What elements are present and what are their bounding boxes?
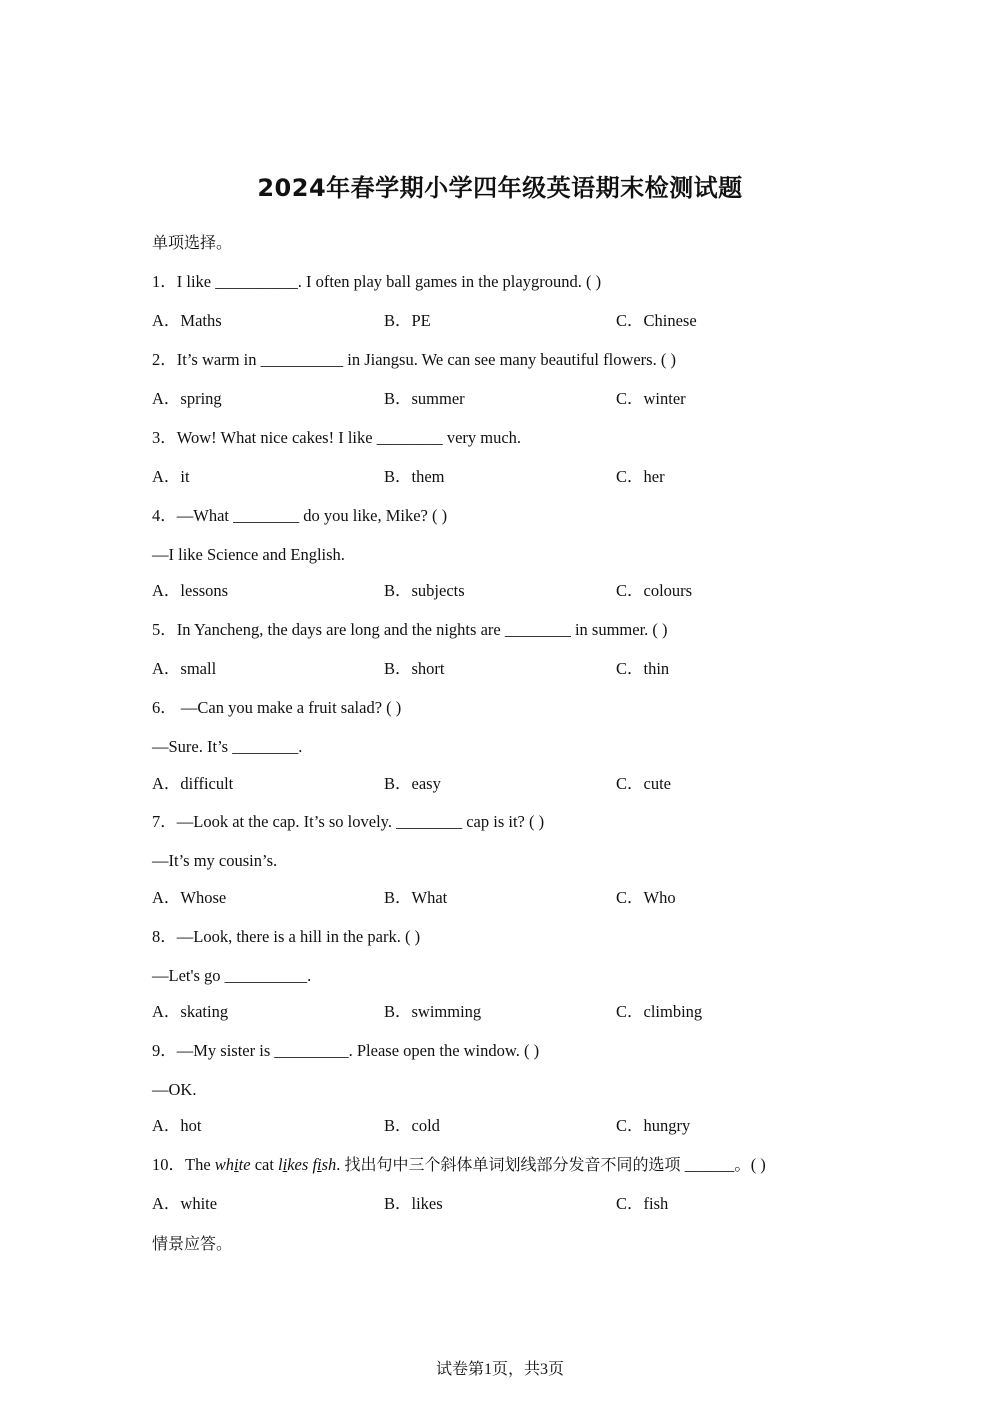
section-heading-single-choice: 单项选择。 — [152, 233, 233, 252]
question-8-reply: —Let's go __________. — [152, 966, 312, 985]
question-10-option-a: A．white — [152, 1194, 218, 1213]
question-6-option-c: C．cute — [616, 774, 671, 793]
question-4: 4．—What ________ do you like, Mike? ( ) — [152, 506, 448, 525]
question-7-option-c: C．Who — [616, 888, 676, 907]
question-4-reply: —I like Science and English. — [152, 545, 345, 564]
question-6: 6． —Can you make a fruit salad? ( ) — [152, 698, 402, 717]
question-9-reply: —OK. — [152, 1080, 197, 1099]
question-4-option-a: A．lessons — [152, 581, 229, 600]
question-4-option-b: B．subjects — [384, 581, 465, 600]
question-10: 10．The white cat likes fish. 找出句中三个斜体单词划线部分发音不同的选项 ______。( ) — [152, 1155, 766, 1174]
italic-word-fish: fish — [312, 1155, 337, 1174]
question-6-option-a: A．difficult — [152, 774, 234, 793]
question-10-option-c: C．fish — [616, 1194, 669, 1213]
question-8-option-a: A．skating — [152, 1002, 229, 1021]
question-1-option-c: C．Chinese — [616, 311, 697, 330]
question-5: 5．In Yancheng, the days are long and the nights are ________ in summer. ( ) — [152, 620, 668, 639]
question-4-option-c: C．colours — [616, 581, 693, 600]
question-2-option-b: B．summer — [384, 389, 465, 408]
question-9-option-b: B．cold — [384, 1116, 440, 1135]
question-5-option-c: C．thin — [616, 659, 670, 678]
question-6-reply: —Sure. It’s ________. — [152, 737, 303, 756]
question-3: 3．Wow! What nice cakes! I like ________ very much. — [152, 428, 522, 447]
question-6-option-b: B．easy — [384, 774, 441, 793]
question-1-option-a: A．Maths — [152, 311, 222, 330]
question-2: 2．It’s warm in __________ in Jiangsu. We can see many beautiful flowers. ( ) — [152, 350, 676, 369]
question-8-option-c: C．climbing — [616, 1002, 703, 1021]
question-1: 1．I like __________. I often play ball games in the playground. ( ) — [152, 272, 602, 291]
question-7: 7．—Look at the cap. It’s so lovely. ________ cap is it? ( ) — [152, 812, 545, 831]
question-9: 9．—My sister is _________. Please open the window. ( ) — [152, 1041, 540, 1060]
question-10-option-b: B．likes — [384, 1194, 443, 1213]
section-heading-situational-response: 情景应答。 — [152, 1234, 233, 1253]
question-9-option-a: A．hot — [152, 1116, 202, 1135]
question-2-option-c: C．winter — [616, 389, 686, 408]
question-3-option-b: B．them — [384, 467, 445, 486]
page-footer: 试卷第1页，共3页 — [435, 1361, 564, 1378]
question-5-option-b: B．short — [384, 659, 445, 678]
italic-word-likes: likes — [278, 1155, 309, 1174]
question-3-option-c: C．her — [616, 467, 665, 486]
question-2-option-a: A．spring — [152, 389, 222, 408]
page-title: 2024年春学期小学四年级英语期末检测试题 — [257, 174, 743, 202]
question-9-option-c: C．hungry — [616, 1116, 691, 1135]
question-7-option-b: B．What — [384, 888, 448, 907]
italic-word-white: white — [214, 1155, 251, 1174]
question-3-option-a: A．it — [152, 467, 190, 486]
question-1-option-b: B．PE — [384, 311, 431, 330]
question-8-option-b: B．swimming — [384, 1002, 482, 1021]
question-7-option-a: A．Whose — [152, 888, 227, 907]
question-5-option-a: A．small — [152, 659, 217, 678]
question-8: 8．—Look, there is a hill in the park. ( ) — [152, 927, 421, 946]
question-7-reply: —It’s my cousin’s. — [152, 851, 278, 870]
